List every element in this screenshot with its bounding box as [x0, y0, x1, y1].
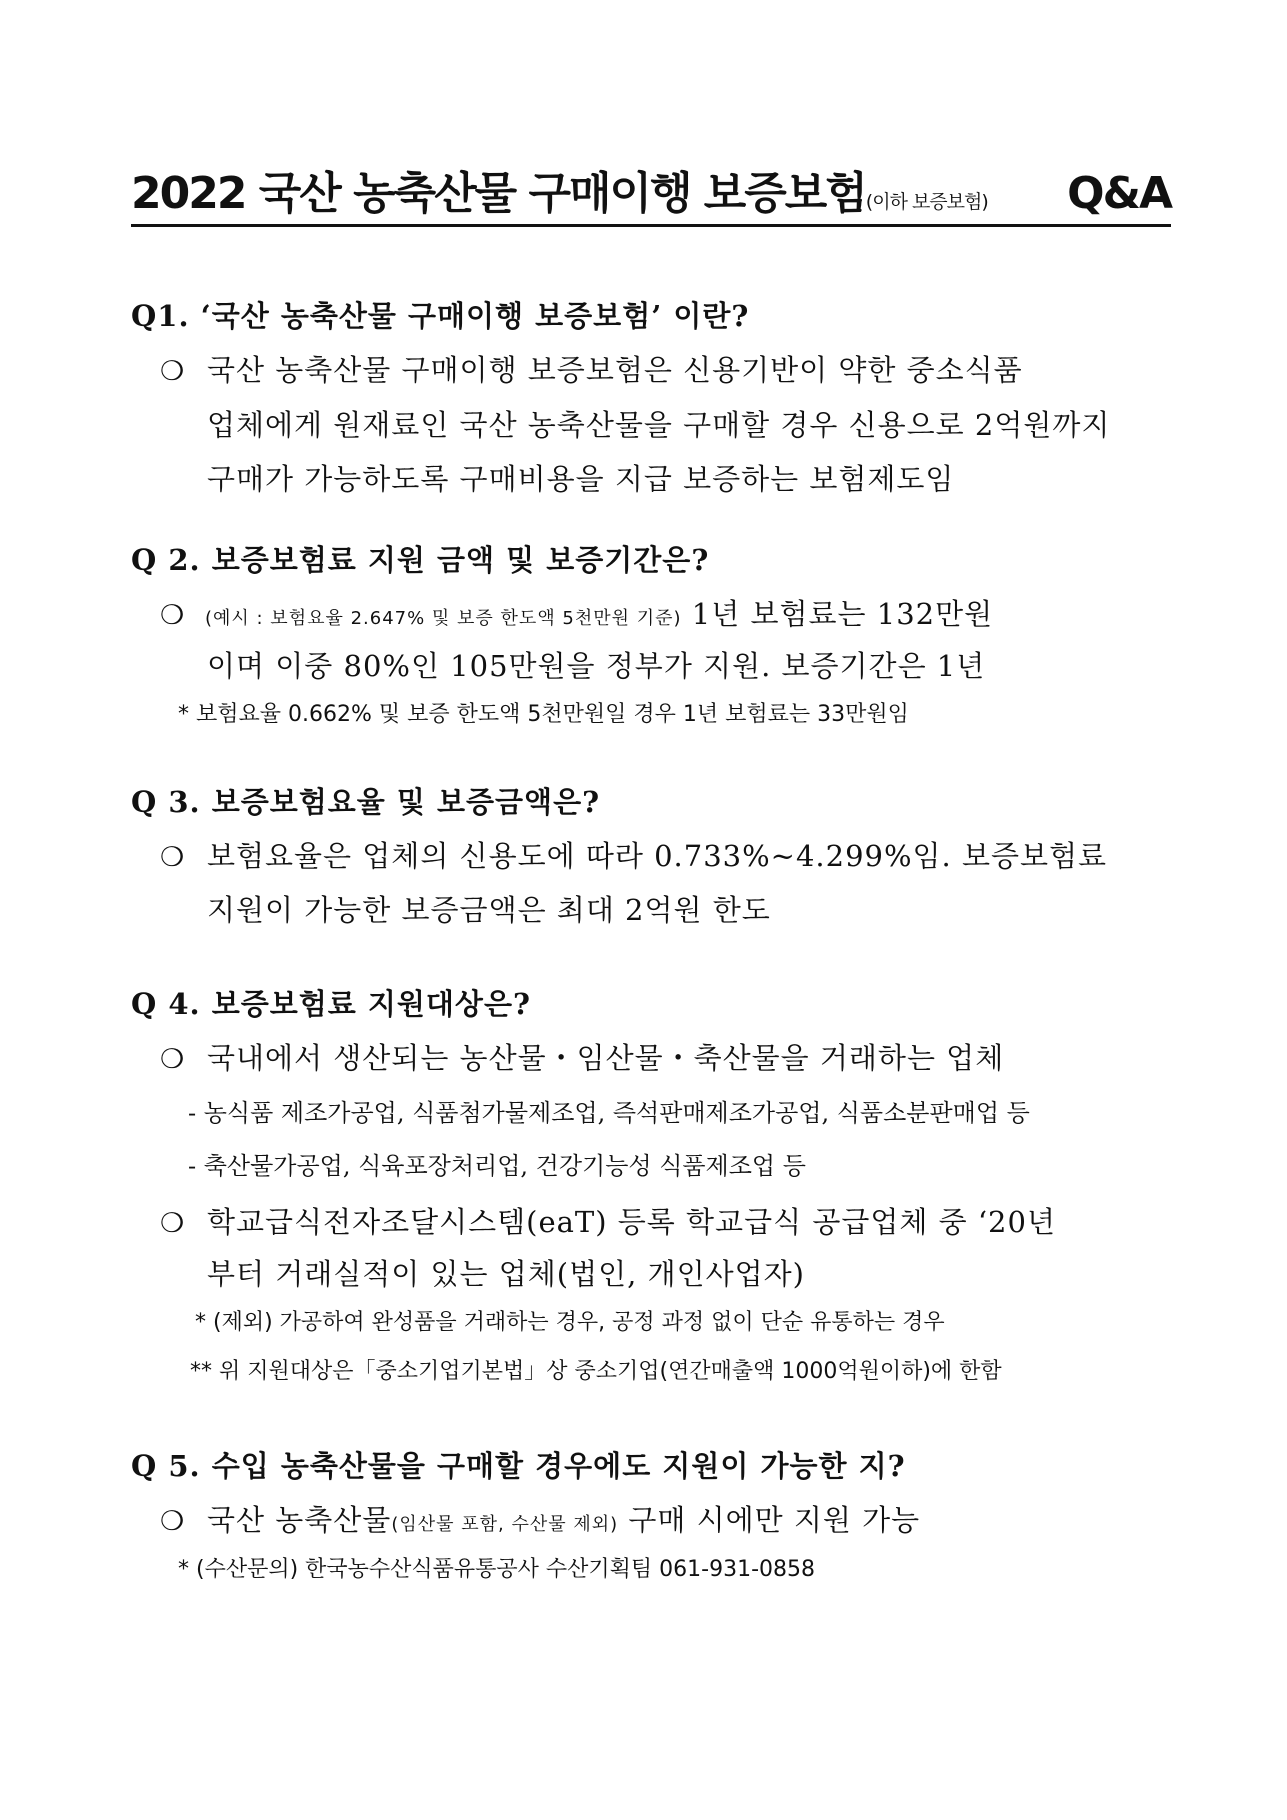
answer-1-line-1: 국산 농축산물 구매이행 보증보험은 신용기반이 약한 중소식품 [207, 353, 1023, 387]
bullet-circle-icon: ❍ [160, 1208, 185, 1239]
question-5: Q 5. 수입 농축산물을 구매할 경우에도 지원이 가능한 지? [131, 1449, 906, 1483]
answer-2-example: (예시 : 보험요율 2.647% 및 보증 한도액 5천만원 기준) [205, 608, 682, 629]
bullet-circle-icon: ❍ [160, 600, 185, 631]
bullet-circle-icon: ❍ [160, 842, 185, 873]
title-qa: Q&A [1067, 168, 1171, 219]
answer-5-line-1 [207, 1500, 920, 1545]
answer-4-note-2: ** 위 지원대상은「중소기업기본법」상 중소기업(연간매출액 1000억원이하)에 한함 [190, 1359, 1002, 1384]
answer-5-paren: (임산물 포함, 수산물 제외) [391, 1514, 619, 1535]
bullet-circle-icon: ❍ [160, 356, 185, 387]
title-subtitle: (이하 보증보험) [865, 191, 988, 213]
answer-5-note: * (수산문의) 한국농수산식품유통공사 수산기획팀 061-931-0858 [178, 1557, 816, 1582]
answer-1-line-3: 구매가 가능하도록 구매비용을 지급 보증하는 보험제도임 [207, 462, 955, 496]
answer-2-line-2: 이며 이중 80%인 105만원을 정부가 지원. 보증기간은 1년 [207, 649, 986, 683]
title-main: 2022 국산 농축산물 구매이행 보증보험 [131, 168, 866, 219]
question-3: Q 3. 보증보험요율 및 보증금액은? [131, 785, 601, 819]
answer-4-note-1: * (제외) 가공하여 완성품을 거래하는 경우, 공정 과정 없이 단순 유통하는 경우 [195, 1310, 945, 1335]
answer-3-line-1: 보험요율은 업체의 신용도에 따라 0.733%~4.299%임. 보증보험료 [207, 839, 1108, 873]
question-1: Q1. ‘국산 농축산물 구매이행 보증보험’ 이란? [131, 299, 750, 333]
answer-3-line-2: 지원이 가능한 보증금액은 최대 2억원 한도 [207, 893, 771, 927]
answer-1-line-2: 업체에게 원재료인 국산 농축산물을 구매할 경우 신용으로 2억원까지 [207, 408, 1111, 442]
answer-5-pre: 국산 농축산물 [207, 1503, 392, 1537]
answer-2-line-1 [205, 594, 993, 639]
page-title [131, 166, 1171, 227]
question-2: Q 2. 보증보험료 지원 금액 및 보증기간은? [131, 543, 710, 577]
answer-4-line-1: 국내에서 생산되는 농산물・임산물・축산물을 거래하는 업체 [207, 1041, 1005, 1075]
bullet-circle-icon: ❍ [160, 1506, 185, 1537]
answer-2-note: * 보험요율 0.662% 및 보증 한도액 5천만원일 경우 1년 보험료는 33만원임 [178, 702, 909, 727]
answer-2-line-1-text: 1년 보험료는 132만원 [681, 597, 994, 631]
answer-4-dash-2: - 축산물가공업, 식육포장처리업, 건강기능성 식품제조업 등 [188, 1152, 806, 1180]
answer-4-line-2: 학교급식전자조달시스템(eaT) 등록 학교급식 공급업체 중 ‘20년 [207, 1205, 1056, 1239]
question-4: Q 4. 보증보험료 지원대상은? [131, 987, 531, 1021]
answer-5-post: 구매 시에만 지원 가능 [618, 1503, 921, 1537]
bullet-circle-icon: ❍ [160, 1044, 185, 1075]
answer-4-dash-1: - 농식품 제조가공업, 식품첨가물제조업, 즉석판매제조가공업, 식품소분판매업 등 [188, 1099, 1030, 1127]
answer-4-line-3: 부터 거래실적이 있는 업체(법인, 개인사업자) [207, 1257, 805, 1291]
